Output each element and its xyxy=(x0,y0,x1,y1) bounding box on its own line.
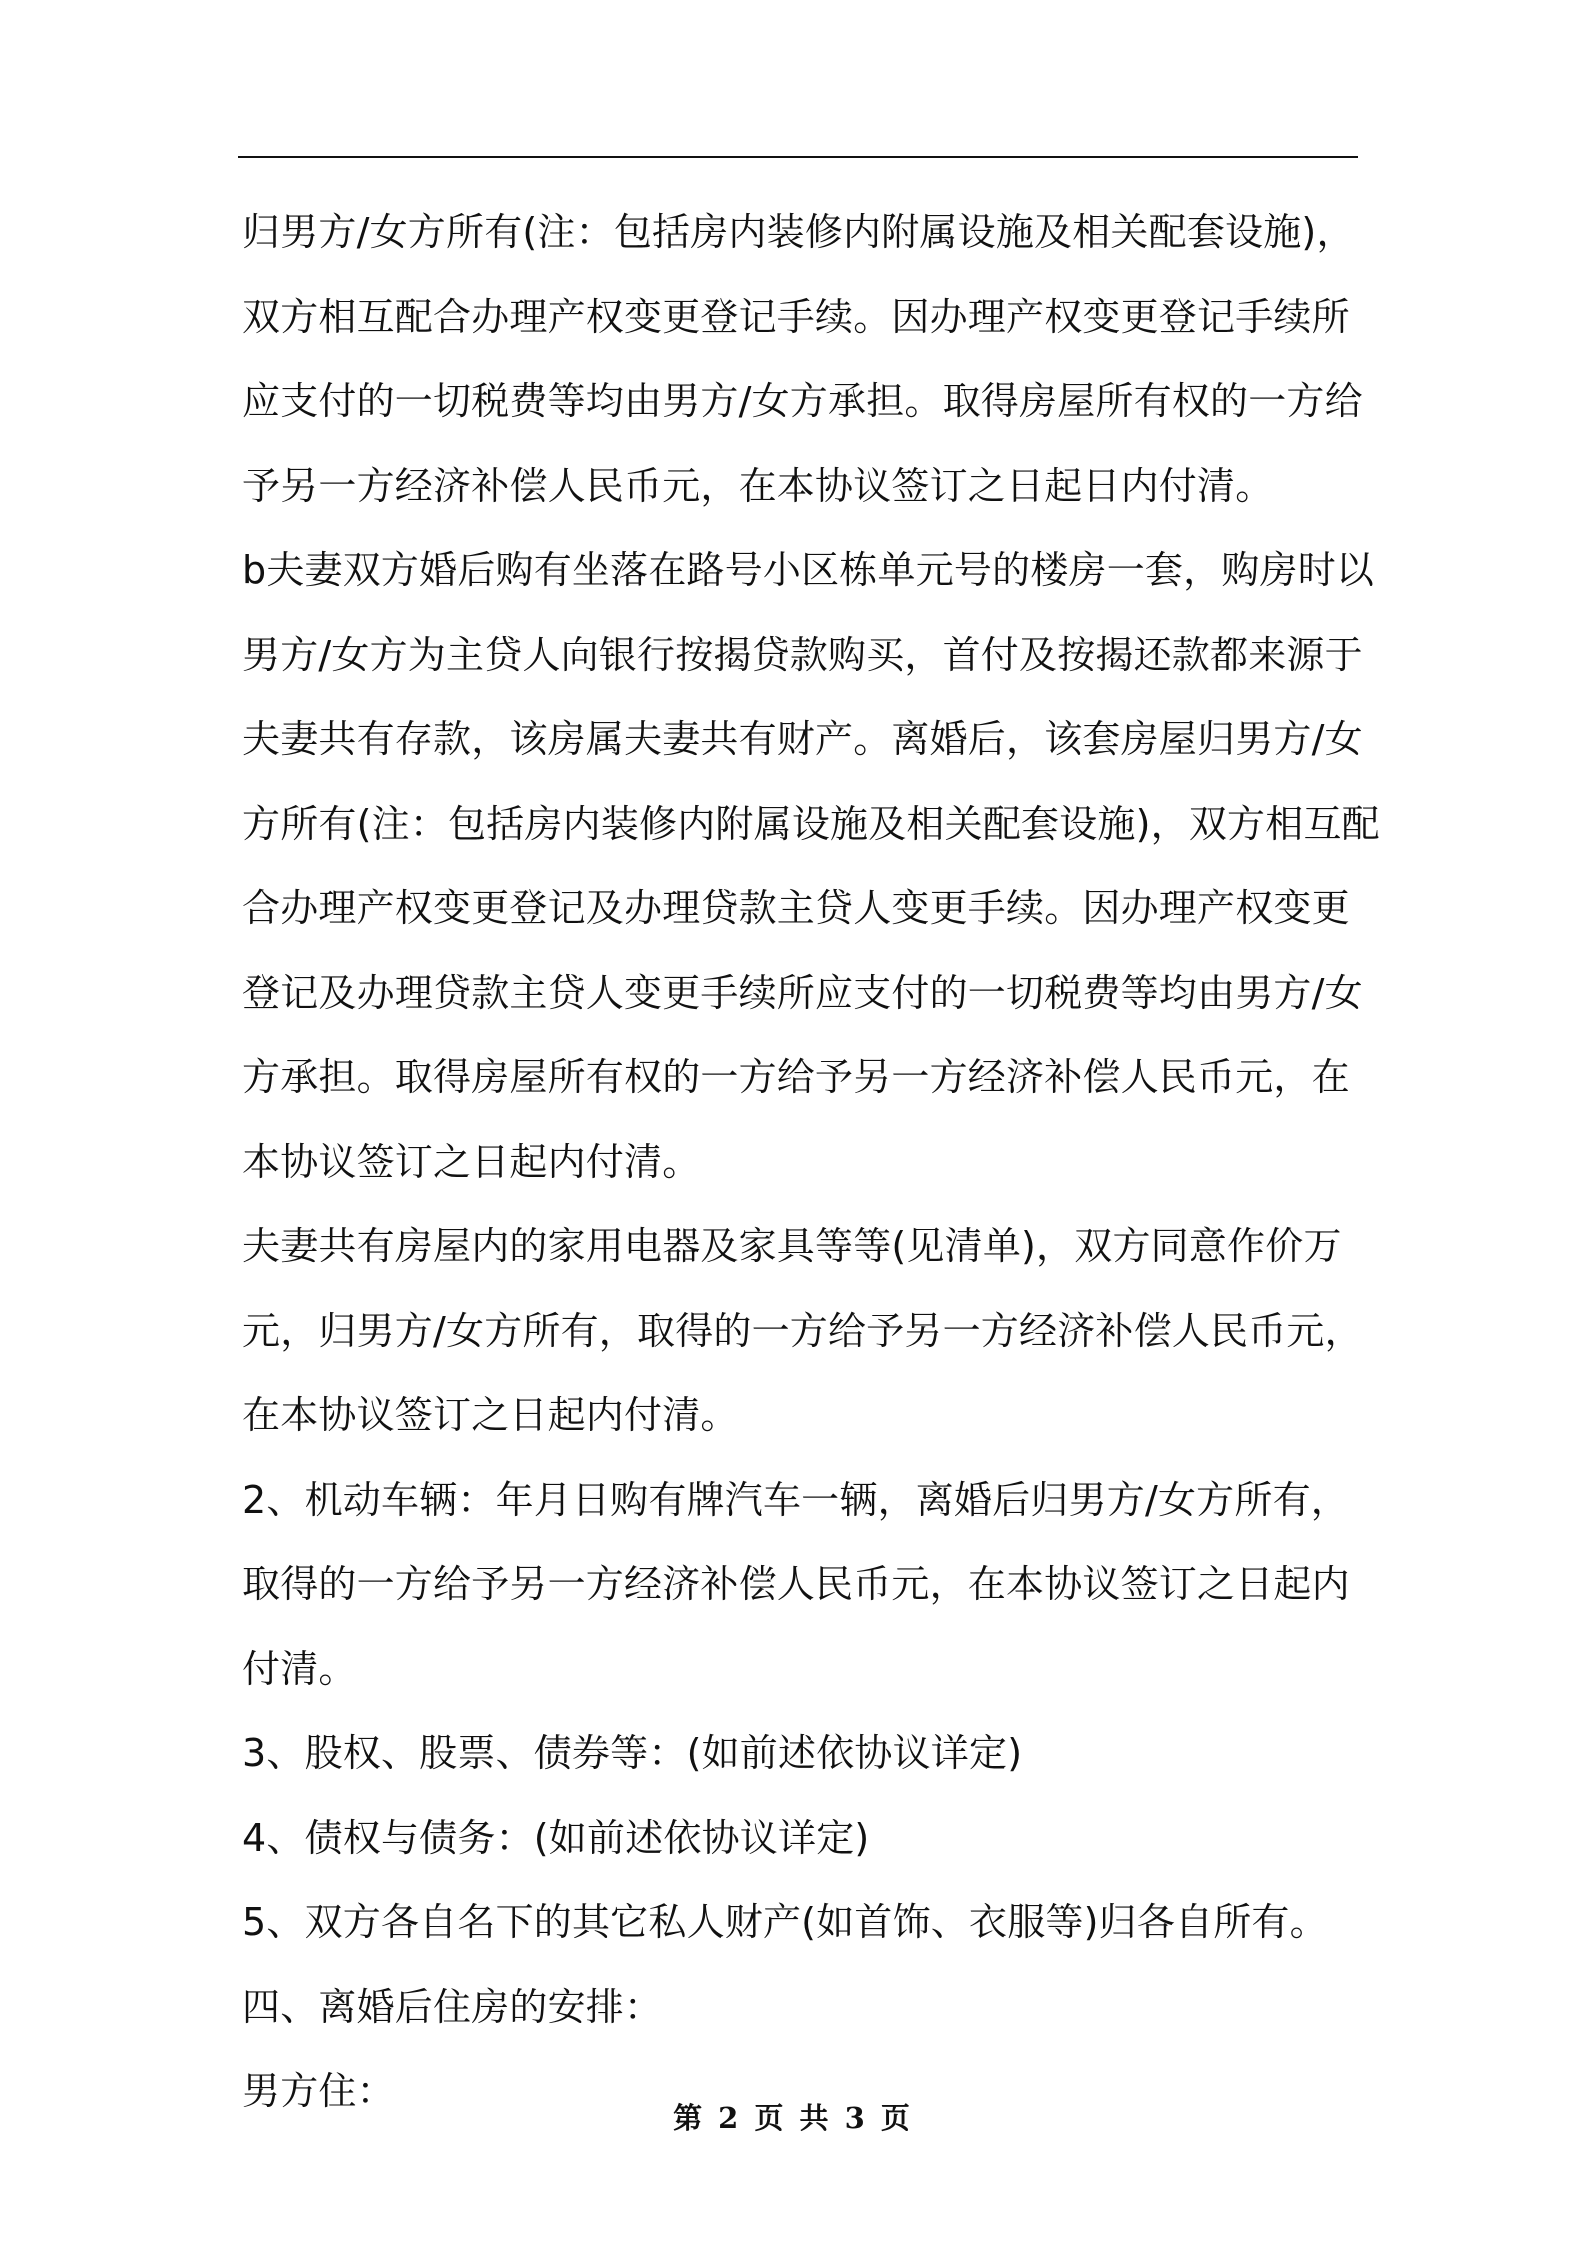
paragraph-debts: 4、债权与债务：(如前述依协议详定) xyxy=(242,1815,870,1860)
header-rule xyxy=(238,156,1358,158)
paragraph-house-b: b夫妻双方婚后购有坐落在路号小区栋单元号的楼房一套，购房时以男方/女方为主贷人向银行按揭贷款购买，首付及按揭还款都来源于夫妻共有存款，该房属夫妻共有财产。离婚后，该套房屋归男方/女方所有(注：包括房内装修内附属设施及相关配套设施)，双方相互配合办理产权变更登记及办理贷款主贷人变更手续。因办理产权变更登记及办理贷款主贷人变更手续所应支付的一切税费等均由男方/女方承担。取得房屋所有权的一方给予另一方经济补偿人民币元，在本协议签订之日起内付清。 xyxy=(242,548,1380,1184)
paragraph-personal-property: 5、双方各自名下的其它私人财产(如首饰、衣服等)归各自所有。 xyxy=(242,1900,1328,1944)
paragraph-stocks: 3、股权、股票、债券等：(如前述依协议详定) xyxy=(242,1731,1023,1775)
document-body xyxy=(242,190,1382,2134)
paragraph-appliances: 夫妻共有房屋内的家用电器及家具等等(见清单)，双方同意作价万元，归男方/女方所有，取得的一方给予另一方经济补偿人民币元，在本协议签订之日起内付清。 xyxy=(242,1224,1363,1437)
paragraph-vehicle: 2、机动车辆：年月日购有牌汽车一辆，离婚后归男方/女方所有，取得的一方给予另一方经济补偿人民币元，在本协议签订之日起内付清。 xyxy=(242,1477,1350,1691)
paragraph-house-a-continued: 归男方/女方所有(注：包括房内装修内附属设施及相关配套设施)，双方相互配合办理产权变更登记手续。因办理产权变更登记手续所应支付的一切税费等均由男方/女方承担。取得房屋所有权的一方给予另一方经济补偿人民币元，在本协议签订之日起日内付清。 xyxy=(242,210,1363,508)
page-number-footer: 第 2 页 共 3 页 xyxy=(673,2101,913,2135)
paragraph-male-residence: 男方住： xyxy=(242,2069,395,2113)
section-heading-housing: 四、离婚后住房的安排： xyxy=(242,1984,663,2029)
